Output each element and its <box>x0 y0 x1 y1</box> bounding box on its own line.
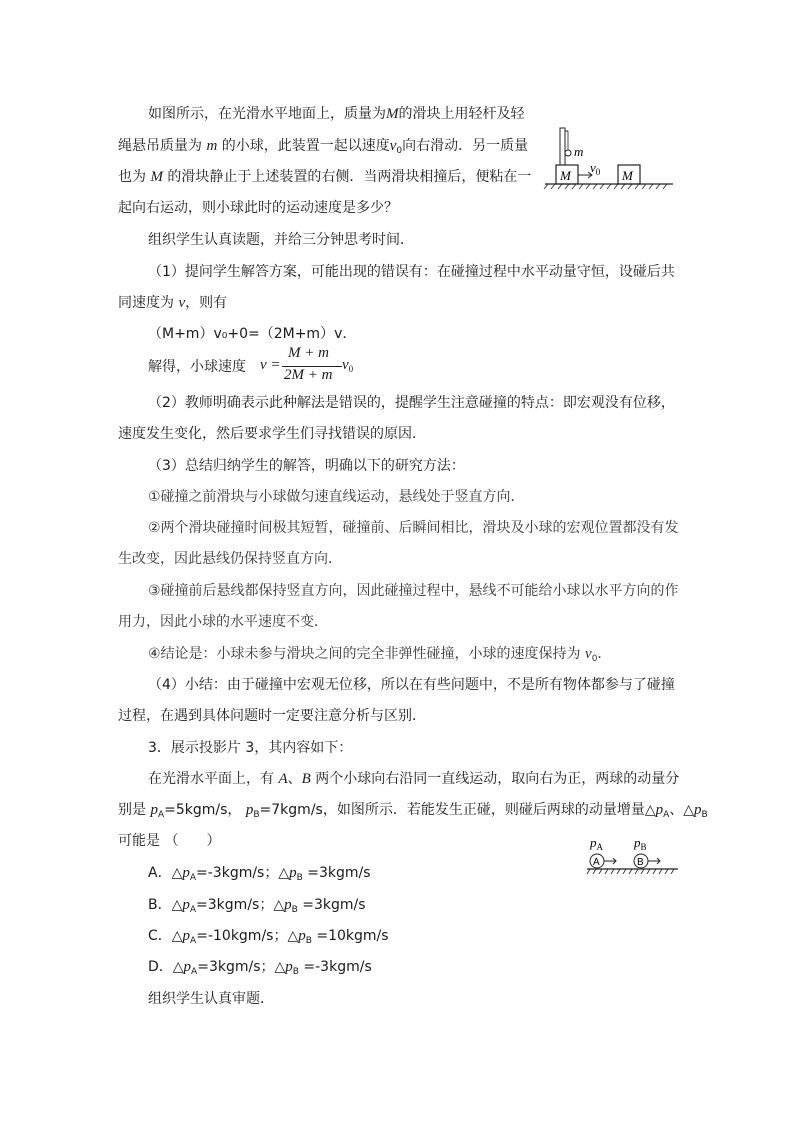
conclusion-2-line-2: 生改变，因此悬线仍保持竖直方向． <box>118 551 342 567</box>
option-d: D．$\triangle p_A=3kgm/s$；$\triangle p_B =-3kgm/s$ <box>148 959 372 977</box>
conclusion-2-line-1: ②两个滑块碰撞时间极其短暂，碰撞前、后瞬间相比，滑块及小球的宏观位置都没有发 <box>148 520 679 536</box>
sliders-figure <box>540 125 680 191</box>
ground <box>544 184 673 189</box>
velocity-formula: v = M + m 2M + m $v_0$ <box>260 345 354 383</box>
rod <box>560 128 565 165</box>
problem-line-3: 也为 M 的滑块静止于上述装置的右侧．当两滑块相撞后，便粘在一 <box>118 169 532 185</box>
question-line-2: 别是 $p_A=5kgm/s$， $p_B=7kgm/s$，如图所示．若能发生正碰，则碰后两球的动量增量$\triangle p_A$、$\triangle p_B$ <box>118 802 708 820</box>
ground-2 <box>587 869 678 874</box>
step1-equation: （M+m）v₀+0=（2M+m）v． <box>148 326 357 342</box>
svg-text:B: B <box>637 857 644 868</box>
question-line-3: 可能是 （ ） <box>118 833 221 849</box>
conclusion-4: ④结论是：小球未参与滑块之间的完全非弹性碰撞，小球的速度保持为 $v_0$． <box>148 646 612 664</box>
svg-text:A: A <box>593 857 600 868</box>
label-pB: $p_B$ <box>634 835 647 852</box>
step3-line-1: （3）总结归纳学生的解答，明确以下的研究方法： <box>148 458 465 474</box>
option-b: B．$\triangle p_A=3kgm/s$；$\triangle p_B =3kgm/s$ <box>148 897 366 915</box>
problem-line-1: 如图所示，在光滑水平地面上，质量为M的滑块上用轻杆及轻 <box>148 106 525 122</box>
step4-line-2: 过程，在遇到具体问题时一定要注意分析与区别． <box>118 708 426 724</box>
label-pA: $p_A$ <box>590 835 603 852</box>
label-M-right: M <box>622 168 633 183</box>
step2-line-2: 速度发生变化，然后要求学生们寻找错误的原因． <box>118 426 426 442</box>
conclusion-3-line-1: ③碰撞前后悬线都保持竖直方向，因此碰撞过程中，悬线不可能给小球以水平方向的作 <box>148 583 679 599</box>
label-m: m <box>574 144 584 159</box>
label-v0: $v_0$ <box>590 160 601 177</box>
organize-review: 组织学生认真审题． <box>148 991 274 1007</box>
step1-line-1: （1）提问学生解答方案，可能出现的错误有：在碰撞过程中水平动量守恒，设碰后共 <box>148 264 675 280</box>
ball-m <box>565 150 571 156</box>
step1-line-2: 同速度为 v，则有 <box>118 295 228 311</box>
question-line-1: 在光滑水平面上，有 A、B 两个小球向右沿同一直线运动，取向右为正，两球的动量分 <box>148 771 680 787</box>
step4-line-1: （4）小结：由于碰撞中宏观无位移，所以在有些问题中，不是所有物体都参与了碰撞 <box>148 677 675 693</box>
step2-line-1: （2）教师明确表示此种解法是错误的，提醒学生注意碰撞的特点：即宏观没有位移， <box>148 395 675 411</box>
problem-line-2: 绳悬吊质量为 m 的小球，此装置一起以速度$v_0$向右滑动．另一质量 <box>118 138 529 156</box>
slide-3-heading: 3．展示投影片 3，其内容如下： <box>148 740 353 756</box>
balls-figure <box>584 833 684 879</box>
step1-solution-label: 解得，小球速度 <box>148 359 246 375</box>
conclusion-3-line-2: 用力，因此小球的水平速度不变． <box>118 614 328 630</box>
option-a: A．$\triangle p_A=-3kgm/s$；$\triangle p_B =3kgm/s$ <box>148 865 371 883</box>
label-M-left: M <box>560 168 571 183</box>
organize-reading: 组织学生认真读题，并给三分钟思考时间． <box>148 232 414 248</box>
conclusion-1: ①碰撞之前滑块与小球做匀速直线运动，悬线处于竖直方向． <box>148 489 525 505</box>
problem-line-4: 起向右运动，则小球此时的运动速度是多少？ <box>118 200 398 216</box>
option-c: C．$\triangle p_A=-10kgm/s$；$\triangle p_B =10kgm/s$ <box>148 928 389 946</box>
